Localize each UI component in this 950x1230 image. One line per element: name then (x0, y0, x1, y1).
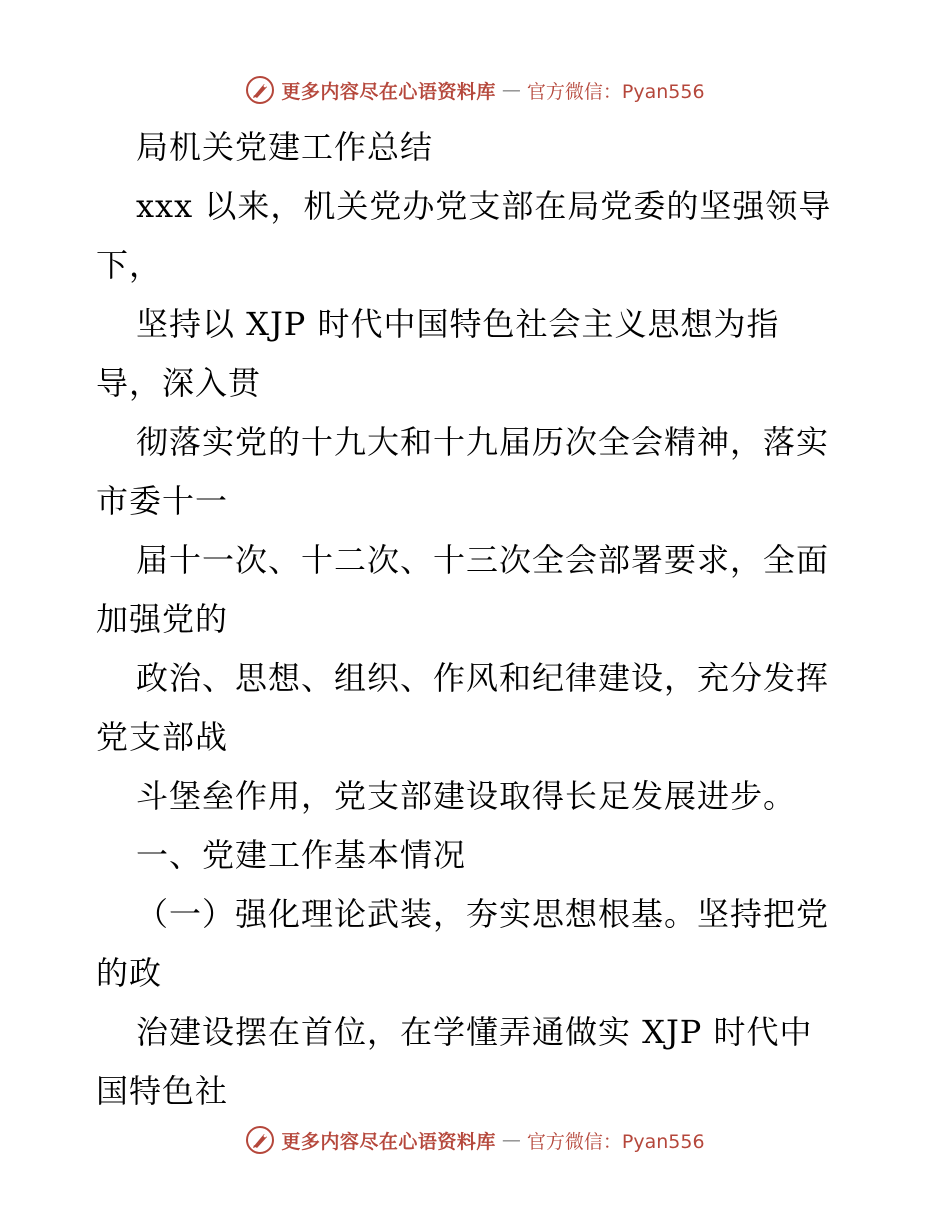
document-body (96, 118, 876, 1121)
paragraph-line: xxx 以来，机关党办党支部在局党委的坚强领导 (136, 187, 832, 225)
footer-watermark-banner (0, 1118, 950, 1162)
paragraph-line: 政治、思想、组织、作风和纪律建设，充分发挥 (136, 659, 830, 697)
wechat-text: 官方微信：Pyan556 (526, 80, 705, 103)
paragraph-line: 导，深入贯 (96, 364, 262, 402)
paragraph-line: 党支部战 (96, 718, 229, 756)
subsection-line: （一）强化理论武装，夯实思想根基。坚持把党 (136, 895, 830, 933)
banner-separator: — (501, 79, 521, 101)
banner-separator: — (501, 1129, 521, 1151)
paragraph-line: 斗堡垒作用，党支部建设取得长足发展进步。 (136, 777, 797, 815)
wechat-text: 官方微信：Pyan556 (526, 1130, 705, 1153)
paragraph-line: 彻落实党的十九大和十九届历次全会精神，落实 (136, 423, 830, 461)
brand-text: 更多内容尽在心语资料库 (281, 80, 496, 103)
pen-nib-seal-icon (245, 1125, 275, 1155)
pen-nib-seal-icon (245, 75, 275, 105)
paragraph-line: 届十一次、十二次、十三次全会部署要求，全面 (136, 541, 830, 579)
paragraph-line: 国特色社 (96, 1072, 229, 1110)
section-heading: 一、党建工作基本情况 (136, 836, 467, 874)
brand-text: 更多内容尽在心语资料库 (281, 1130, 496, 1153)
paragraph-line: 市委十一 (96, 482, 229, 520)
paragraph-line: 坚持以 XJP 时代中国特色社会主义思想为指 (136, 305, 780, 343)
paragraph-line: 的政 (96, 954, 163, 992)
paragraph-line: 加强党的 (96, 600, 229, 638)
header-watermark-banner (0, 68, 950, 112)
doc-title: 局机关党建工作总结 (136, 128, 434, 166)
paragraph-line: 治建设摆在首位，在学懂弄通做实 XJP 时代中 (136, 1013, 813, 1051)
paragraph-line: 下， (96, 246, 163, 284)
